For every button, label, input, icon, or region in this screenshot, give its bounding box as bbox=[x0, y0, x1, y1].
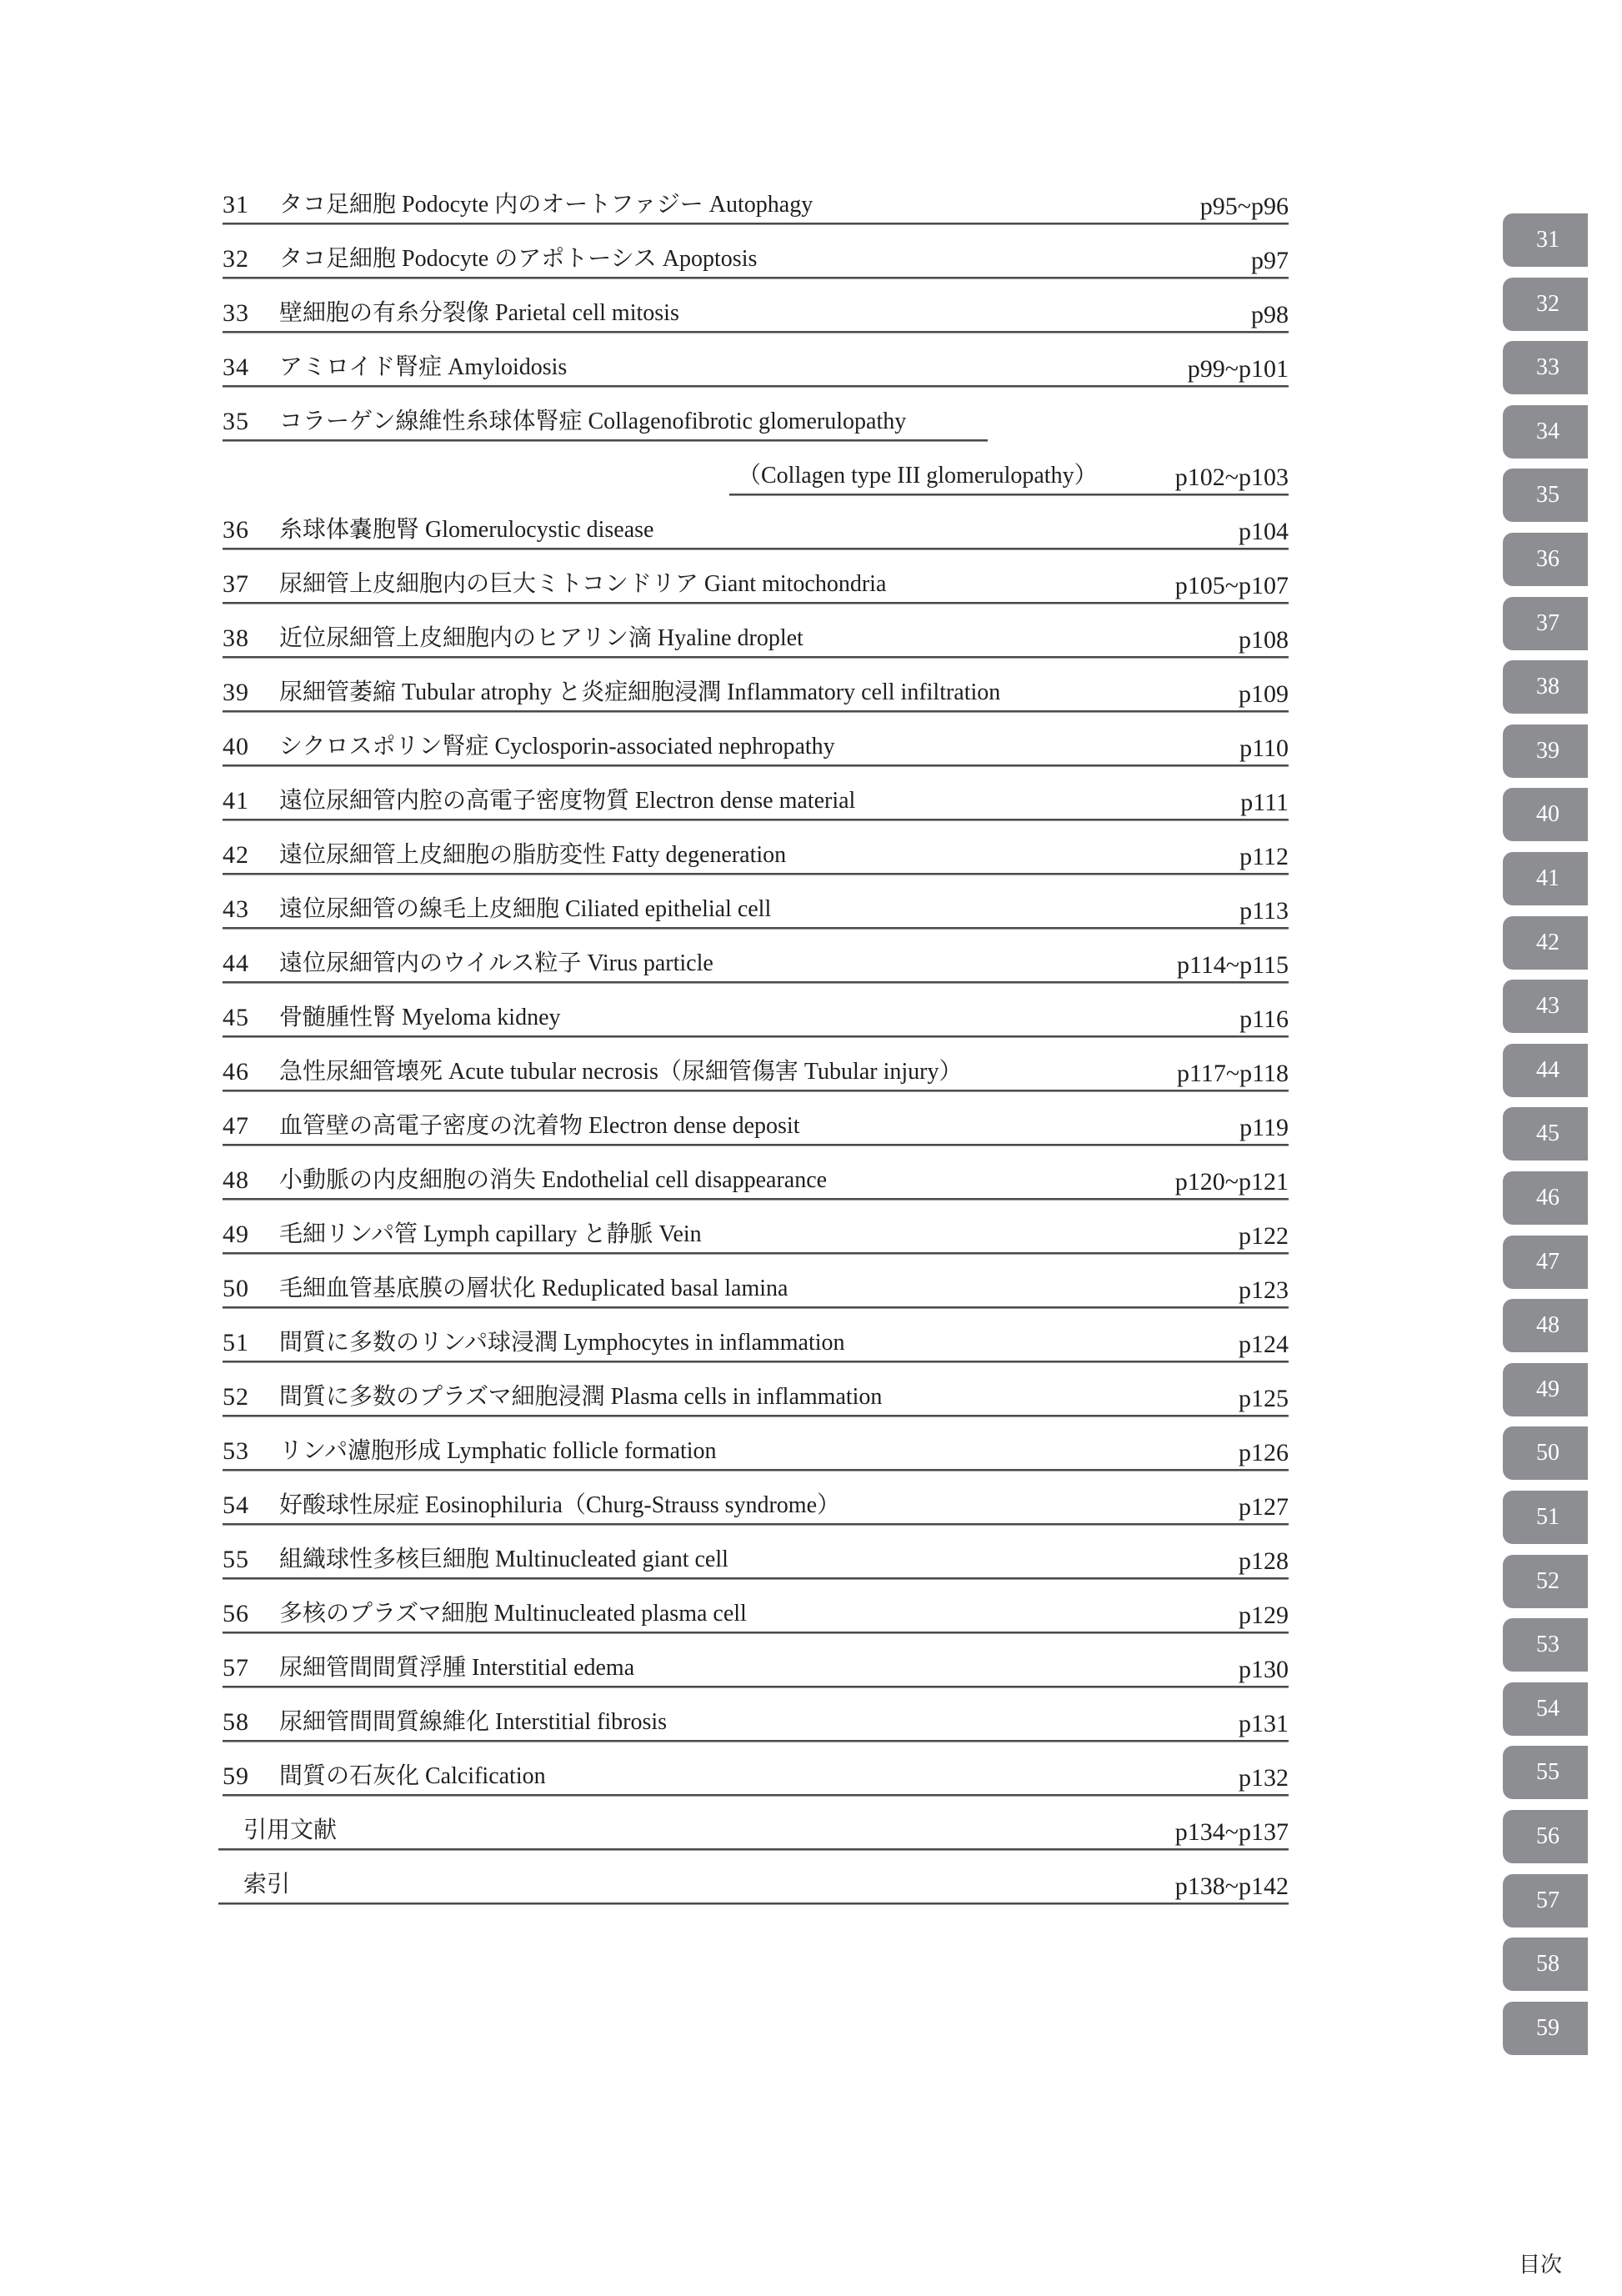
entry-title: 血管壁の高電子密度の沈着物 Electron dense deposit bbox=[279, 1113, 800, 1139]
entry-number: 50 bbox=[223, 1275, 249, 1302]
entry-title: 遠位尿細管内腔の高電子密度物質 Electron dense material bbox=[279, 788, 856, 814]
chapter-tab-32[interactable]: 32 bbox=[1503, 278, 1588, 331]
toc-entry-32[interactable] bbox=[223, 233, 1289, 278]
chapter-tab-50[interactable]: 50 bbox=[1503, 1426, 1588, 1480]
entry-number: 41 bbox=[223, 787, 249, 815]
chapter-tab-52[interactable]: 52 bbox=[1503, 1555, 1588, 1608]
entry-title: コラーゲン線維性糸球体腎症 Collagenofibrotic glomerulopathy bbox=[279, 409, 907, 434]
entry-title: タコ足細胞 Podocyte 内のオートファジー Autophagy bbox=[279, 192, 814, 218]
entry-number: 39 bbox=[223, 679, 249, 706]
entry-title: 多核のプラズマ細胞 Multinucleated plasma cell bbox=[279, 1601, 747, 1627]
entry-page: p114~p115 bbox=[1176, 951, 1289, 979]
chapter-tab-55[interactable]: 55 bbox=[1503, 1746, 1588, 1799]
chapter-tab-33[interactable]: 33 bbox=[1503, 341, 1588, 394]
entry-title: 尿細管間間質浮腫 Interstitial edema bbox=[279, 1655, 635, 1681]
entry-number: 35 bbox=[223, 408, 249, 435]
chapter-tab-48[interactable]: 48 bbox=[1503, 1299, 1588, 1352]
toc-entry-59[interactable] bbox=[223, 1751, 1289, 1796]
toc-entry-31[interactable] bbox=[223, 179, 1289, 224]
entry-page: p132 bbox=[1239, 1764, 1289, 1792]
entry-title: 壁細胞の有糸分裂像 Parietal cell mitosis bbox=[279, 300, 679, 326]
entry-title: 小動脈の内皮細胞の消失 Endothelial cell disappearance bbox=[279, 1167, 828, 1193]
entry-page: p111 bbox=[1240, 789, 1289, 816]
toc-entry-44[interactable] bbox=[223, 938, 1289, 983]
entry-page: p134~p137 bbox=[1174, 1818, 1289, 1846]
toc-entry-54[interactable] bbox=[223, 1480, 1289, 1525]
entry-title: 近位尿細管上皮細胞内のヒアリン滴 Hyaline droplet bbox=[279, 625, 803, 651]
entry-title: 組織球性多核巨細胞 Multinucleated giant cell bbox=[279, 1547, 728, 1572]
entry-page: p128 bbox=[1239, 1547, 1289, 1575]
toc-entry-index[interactable] bbox=[218, 1859, 1289, 1904]
entry-number: 36 bbox=[223, 516, 249, 544]
entry-page: p117~p118 bbox=[1176, 1060, 1289, 1087]
entry-number: 53 bbox=[223, 1437, 249, 1465]
chapter-tab-39[interactable]: 39 bbox=[1503, 724, 1588, 778]
chapter-tab-36[interactable]: 36 bbox=[1503, 533, 1588, 586]
toc-entry-55[interactable] bbox=[223, 1534, 1289, 1579]
toc-entry-51[interactable] bbox=[223, 1317, 1289, 1362]
entry-title: 尿細管萎縮 Tubular atrophy と炎症細胞浸潤 Inflammatory cell infiltration bbox=[279, 679, 1001, 705]
entry-title: 尿細管上皮細胞内の巨大ミトコンドリア Giant mitochondria bbox=[279, 571, 887, 597]
entry-page: p125 bbox=[1239, 1385, 1289, 1412]
entry-page: p109 bbox=[1239, 680, 1289, 708]
entry-number: 54 bbox=[223, 1491, 249, 1519]
chapter-tab-56[interactable]: 56 bbox=[1503, 1810, 1588, 1863]
toc-entry-43[interactable] bbox=[223, 884, 1289, 929]
entry-title: シクロスポリン腎症 Cyclosporin-associated nephropathy bbox=[279, 734, 835, 759]
toc-entry-41[interactable] bbox=[223, 775, 1289, 820]
chapter-tab-49[interactable]: 49 bbox=[1503, 1363, 1588, 1416]
entry-title: 骨髄腫性腎 Myeloma kidney bbox=[279, 1005, 561, 1030]
entry-number: 56 bbox=[223, 1600, 249, 1627]
toc-entry-49[interactable] bbox=[223, 1209, 1289, 1254]
chapter-tab-59[interactable]: 59 bbox=[1503, 2002, 1588, 2055]
entry-number: 51 bbox=[223, 1329, 249, 1356]
footer-section-label: 目次 bbox=[1519, 2253, 1563, 2278]
toc-entry-36[interactable] bbox=[223, 504, 1289, 549]
entry-page: p122 bbox=[1239, 1222, 1289, 1250]
entry-page: p127 bbox=[1239, 1493, 1289, 1521]
entry-page: p120~p121 bbox=[1174, 1168, 1289, 1196]
entry-page: p108 bbox=[1239, 626, 1289, 654]
entry-page: p112 bbox=[1239, 843, 1289, 870]
entry-number: 46 bbox=[223, 1058, 249, 1085]
chapter-tab-38[interactable]: 38 bbox=[1503, 660, 1588, 714]
entry-title: 間質に多数のプラズマ細胞浸潤 Plasma cells in inflammation bbox=[279, 1384, 883, 1410]
chapter-tab-42[interactable]: 42 bbox=[1503, 916, 1588, 970]
entry-number: 55 bbox=[223, 1546, 249, 1573]
entry-number: 49 bbox=[223, 1221, 249, 1248]
toc-entry-references[interactable] bbox=[218, 1805, 1289, 1850]
chapter-tab-40[interactable]: 40 bbox=[1503, 788, 1588, 841]
entry-title: （Collagen type III glomerulopathy） bbox=[738, 463, 1098, 489]
entry-title: 好酸球性尿症 Eosinophiluria（Churg-Strauss syndrome） bbox=[279, 1492, 841, 1518]
chapter-tab-57[interactable]: 57 bbox=[1503, 1874, 1588, 1928]
entry-number: 57 bbox=[223, 1654, 249, 1682]
chapter-tab-31[interactable]: 31 bbox=[1503, 213, 1588, 267]
entry-number: 31 bbox=[223, 191, 249, 218]
entry-number: 58 bbox=[223, 1708, 249, 1736]
toc-entry-53[interactable] bbox=[223, 1426, 1289, 1471]
chapter-tab-53[interactable]: 53 bbox=[1503, 1618, 1588, 1672]
entry-page: p129 bbox=[1239, 1602, 1289, 1629]
entry-number: 37 bbox=[223, 570, 249, 598]
chapter-tab-58[interactable]: 58 bbox=[1503, 1938, 1588, 1991]
chapter-tab-47[interactable]: 47 bbox=[1503, 1236, 1588, 1289]
entry-number: 44 bbox=[223, 950, 249, 977]
toc-entry-58[interactable] bbox=[223, 1697, 1289, 1742]
entry-title: 遠位尿細管の線毛上皮細胞 Ciliated epithelial cell bbox=[279, 896, 772, 922]
entry-number: 33 bbox=[223, 299, 249, 327]
entry-number: 59 bbox=[223, 1762, 249, 1790]
entry-title: 糸球体嚢胞腎 Glomerulocystic disease bbox=[279, 517, 654, 543]
toc-entry-39[interactable] bbox=[223, 667, 1289, 712]
toc-entry-50[interactable] bbox=[223, 1263, 1289, 1308]
entry-number: 43 bbox=[223, 895, 249, 923]
toc-entry-34[interactable] bbox=[223, 342, 1289, 387]
entry-page: p123 bbox=[1239, 1276, 1289, 1304]
entry-page: p99~p101 bbox=[1187, 355, 1289, 383]
chapter-tab-41[interactable]: 41 bbox=[1503, 852, 1588, 905]
toc-entry-56[interactable] bbox=[223, 1588, 1289, 1633]
entry-title: 間質に多数のリンパ球浸潤 Lymphocytes in inflammation bbox=[279, 1330, 845, 1356]
chapter-tab-35[interactable]: 35 bbox=[1503, 469, 1588, 522]
toc-entry-45[interactable] bbox=[223, 992, 1289, 1037]
chapter-tab-34[interactable]: 34 bbox=[1503, 405, 1588, 459]
entry-title: 遠位尿細管内のウイルス粒子 Virus particle bbox=[279, 950, 713, 976]
entry-number: 40 bbox=[223, 733, 249, 760]
entry-number: 34 bbox=[223, 353, 249, 381]
chapter-tab-46[interactable]: 46 bbox=[1503, 1171, 1588, 1225]
entry-title: 毛細血管基底膜の層状化 Reduplicated basal lamina bbox=[279, 1276, 788, 1301]
toc-entry-35-continuation[interactable] bbox=[729, 450, 1289, 495]
toc-entry-37[interactable] bbox=[223, 559, 1289, 604]
entry-page: p104 bbox=[1239, 518, 1289, 545]
entry-number: 52 bbox=[223, 1383, 249, 1411]
entry-title: 毛細リンパ管 Lymph capillary と静脈 Vein bbox=[279, 1221, 702, 1247]
entry-page: p102~p103 bbox=[1174, 464, 1289, 491]
entry-title: 引用文献 bbox=[243, 1817, 338, 1843]
toc-entry-57[interactable] bbox=[223, 1642, 1289, 1687]
chapter-tab-54[interactable]: 54 bbox=[1503, 1682, 1588, 1736]
entry-number: 38 bbox=[223, 624, 249, 652]
toc-entry-38[interactable] bbox=[223, 613, 1289, 658]
entry-number: 47 bbox=[223, 1112, 249, 1140]
chapter-tab-44[interactable]: 44 bbox=[1503, 1044, 1588, 1097]
entry-page: p126 bbox=[1239, 1439, 1289, 1466]
entry-page: p110 bbox=[1239, 734, 1289, 762]
entry-title: 尿細管間間質線維化 Interstitial fibrosis bbox=[279, 1709, 668, 1735]
chapter-tab-51[interactable]: 51 bbox=[1503, 1491, 1588, 1544]
entry-page: p119 bbox=[1239, 1114, 1289, 1141]
entry-page: p131 bbox=[1239, 1710, 1289, 1737]
toc-entry-46[interactable] bbox=[223, 1046, 1289, 1091]
entry-title: 間質の石灰化 Calcification bbox=[279, 1763, 546, 1789]
chapter-tab-43[interactable]: 43 bbox=[1503, 980, 1588, 1033]
entry-title: タコ足細胞 Podocyte のアポトーシス Apoptosis bbox=[279, 246, 758, 272]
entry-page: p138~p142 bbox=[1174, 1872, 1289, 1900]
entry-page: p130 bbox=[1239, 1656, 1289, 1683]
entry-number: 32 bbox=[223, 245, 249, 273]
toc-entry-33[interactable] bbox=[223, 288, 1289, 333]
entry-page: p105~p107 bbox=[1174, 572, 1289, 599]
entry-title: 遠位尿細管上皮細胞の脂肪変性 Fatty degeneration bbox=[279, 842, 787, 868]
entry-title: アミロイド腎症 Amyloidosis bbox=[279, 354, 568, 380]
entry-number: 42 bbox=[223, 841, 249, 869]
entry-number: 45 bbox=[223, 1004, 249, 1031]
entry-page: p97 bbox=[1251, 247, 1289, 274]
toc-entry-52[interactable] bbox=[223, 1371, 1289, 1416]
toc-entry-47[interactable] bbox=[223, 1100, 1289, 1145]
toc-entry-40[interactable] bbox=[223, 721, 1289, 766]
toc-entry-35[interactable] bbox=[223, 396, 988, 441]
entry-page: p116 bbox=[1239, 1005, 1289, 1033]
entry-title: リンパ濾胞形成 Lymphatic follicle formation bbox=[279, 1438, 717, 1464]
entry-page: p98 bbox=[1251, 301, 1289, 328]
entry-title: 索引 bbox=[243, 1872, 291, 1897]
entry-number: 48 bbox=[223, 1166, 249, 1194]
chapter-tab-37[interactable]: 37 bbox=[1503, 597, 1588, 650]
chapter-tab-45[interactable]: 45 bbox=[1503, 1107, 1588, 1161]
toc-entry-42[interactable] bbox=[223, 830, 1289, 875]
entry-title: 急性尿細管壊死 Acute tubular necrosis（尿細管傷害 Tubular injury） bbox=[279, 1059, 963, 1085]
entry-page: p124 bbox=[1239, 1331, 1289, 1358]
toc-entry-48[interactable] bbox=[223, 1155, 1289, 1200]
entry-page: p95~p96 bbox=[1199, 193, 1289, 220]
entry-page: p113 bbox=[1239, 897, 1289, 925]
